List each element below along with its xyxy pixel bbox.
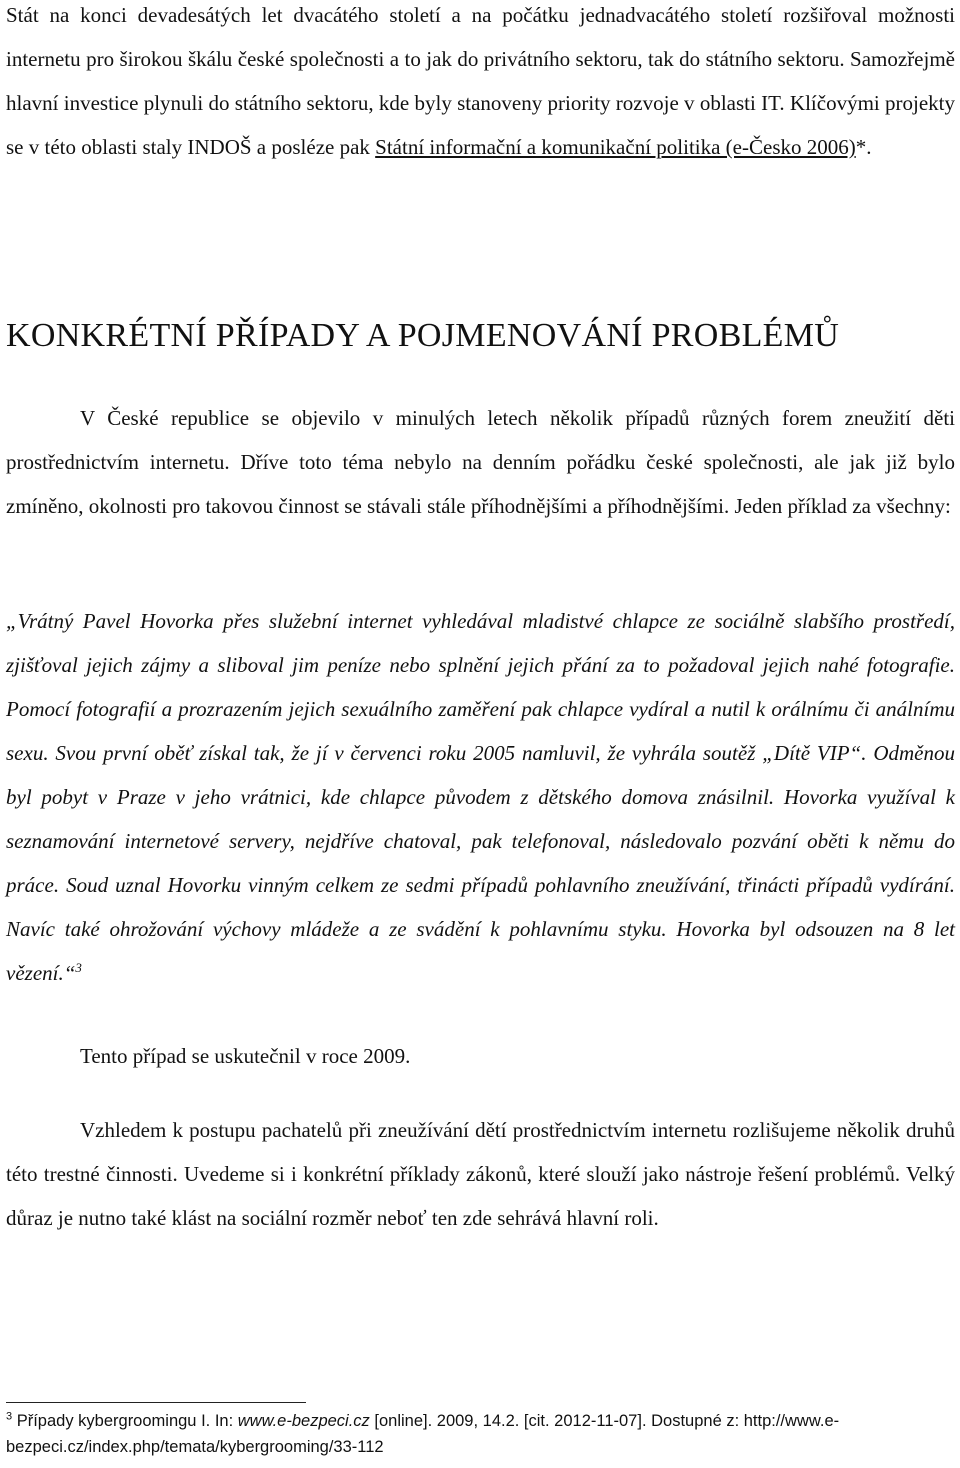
case-year-paragraph: Tento případ se uskutečnil v roce 2009. <box>80 1044 411 1068</box>
footnote-source: [online]. 2009, 14.2. [cit. 2012-11-07]. Dostupné z: http://www.e-bezpeci.cz/index.php/temata/kybergrooming/33-112 <box>6 1412 840 1456</box>
footnote-number: 3 <box>6 1410 13 1423</box>
intro-text-end: *. <box>855 135 872 159</box>
case-quote <box>6 599 955 995</box>
forms-paragraph: Vzhledem k postupu pachatelů při zneužívání dětí prostřednictvím internetu rozlišujeme několik druhů této trestné činnosti. Uvedeme si i konkrétní příklady zákonů, které slouží jako nástroje řešení problémů. Velký důraz je nutno také klást na sociální rozměr neboť ten zde sehrává hlavní roli. <box>6 1118 955 1230</box>
footnote <box>6 1408 946 1460</box>
cases-paragraph: V České republice se objevilo v minulých letech několik případů různých forem zneužití děti prostřednictvím internetu. Dříve toto téma nebylo na denním pořádku české společnosti, ale jak již bylo zmíněno, okolnosti pro takovou činnost se stávali stále příhodnějšími a příhodnějšími. Jeden příklad za všechny: <box>6 406 955 518</box>
footnote-reference: 3 <box>75 960 82 975</box>
intro-text: Stát na konci devadesátých let dvacátého století a na počátku jednadvacátého století rozšiřoval možnosti internetu pro širokou škálu české společnosti a to jak do privátního sektoru, tak do státního sektoru. Samozřejmě hlavní investice plynuli do státního sektoru, kde byly stanoveny priority rozvoje v oblasti IT. Klíčovými projekty se v této oblasti staly INDOŠ a posléze pak <box>6 3 955 159</box>
footnote-text: Případy kybergroomingu I. In: <box>16 1412 238 1430</box>
case-quote-text: „Vrátný Pavel Hovorka přes služební internet vyhledával mladistvé chlapce ze sociálně slabšího prostředí, zjišťoval jejich zájmy a sliboval jim peníze nebo splnění jejich přání za to požadoval jejich nahé fotografie. Pomocí fotografií a prozrazením jejich sexuálního zaměření pak chlapce vydíral a nutil k orálnímu či análnímu sexu. Svou první oběť získal tak, že jí v červenci roku 2005 namluvil, že vyhrála soutěž „Dítě VIP“. Odměnou byl pobyt v Praze v jeho vrátnici, kde chlapce původem z dětského domova znásilnil. Hovorka využíval k seznamování internetové servery, nejdříve chatoval, pak telefonoval, následovalo pozvání oběti k němu do práce. Soud uznal Hovorku vinným celkem ze sedmi případů pohlavního zneužívání, třinácti případů vydírání. Navíc také ohrožování výchovy mládeže a ze svádění k pohlavnímu styku. Hovorka byl odsouzen na 8 let vězení.“ <box>6 609 955 985</box>
footnote-separator <box>6 1402 306 1403</box>
policy-link-text: Státní informační a komunikační politika (e-Česko 2006) <box>375 135 856 159</box>
intro-paragraph <box>6 0 955 169</box>
section-heading: KONKRÉTNÍ PŘÍPADY A POJMENOVÁNÍ PROBLÉMŮ <box>6 317 840 354</box>
footnote-site: www.e-bezpeci.cz <box>237 1412 370 1430</box>
